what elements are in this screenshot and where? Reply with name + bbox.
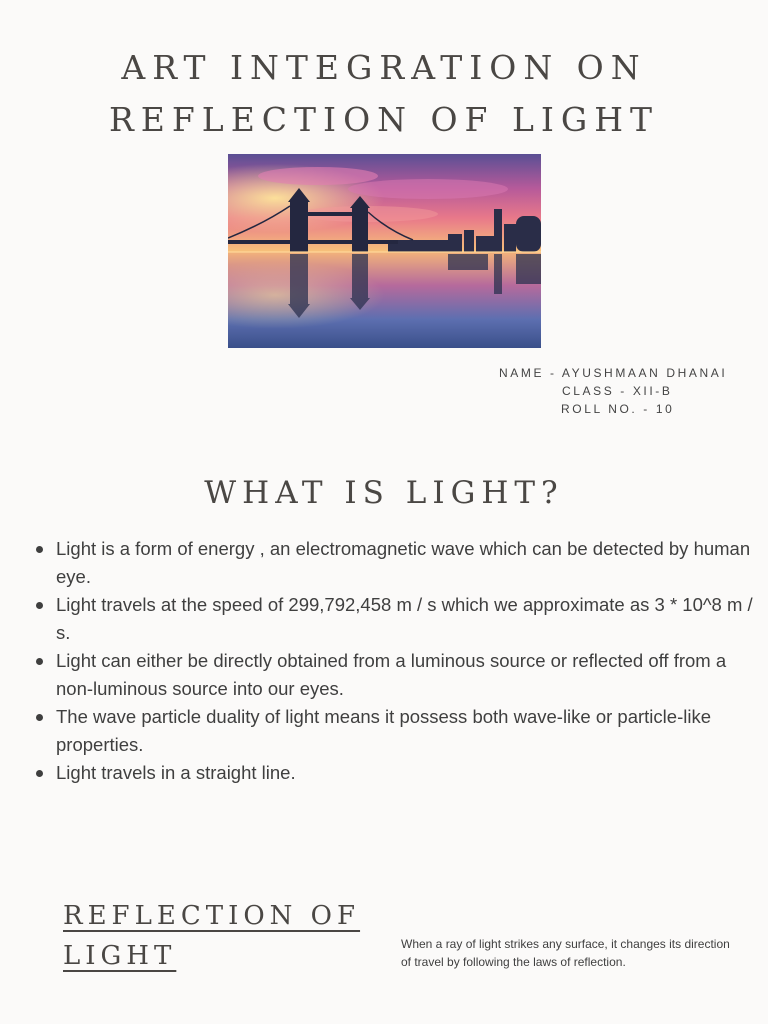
list-item: Light travels at the speed of 299,792,458 m / s which we approximate as 3 * 10^8 m / s. — [30, 591, 760, 647]
heading-line-2: LIGHT — [63, 941, 177, 971]
title-line-1: ART INTEGRATION ON — [121, 48, 647, 87]
student-roll-number: ROLL NO. - 10 — [561, 402, 675, 416]
bullet-icon — [36, 770, 43, 777]
list-item: Light can either be directly obtained from a luminous source or reflected off from a non-luminous source into our eyes. — [30, 647, 760, 703]
title-line-2: REFLECTION OF LIGHT — [108, 100, 660, 139]
tower-bridge-photo — [228, 154, 541, 348]
bullet-icon — [36, 546, 43, 553]
bullet-icon — [36, 602, 43, 609]
list-item: Light travels in a straight line. — [30, 759, 760, 787]
section-heading-what-is-light: WHAT IS LIGHT? — [204, 475, 564, 511]
student-credits — [488, 364, 752, 418]
student-name: NAME - AYUSHMAAN DHANAI — [499, 366, 728, 380]
document-title — [0, 42, 768, 146]
list-item: Light is a form of energy , an electromagnetic wave which can be detected by human eye. — [30, 535, 760, 591]
bullet-icon — [36, 714, 43, 721]
bullet-icon — [36, 658, 43, 665]
list-item: The wave particle duality of light means it possess both wave-like or particle-like properties. — [30, 703, 760, 759]
reflection-description: When a ray of light strikes any surface, it changes its direction of travel by following the laws of reflection. — [401, 937, 730, 969]
student-class: CLASS - XII-B — [562, 384, 673, 398]
light-facts-list — [30, 535, 760, 787]
section-heading-reflection-of-light — [63, 896, 360, 976]
heading-line-1: REFLECTION OF — [63, 901, 361, 931]
